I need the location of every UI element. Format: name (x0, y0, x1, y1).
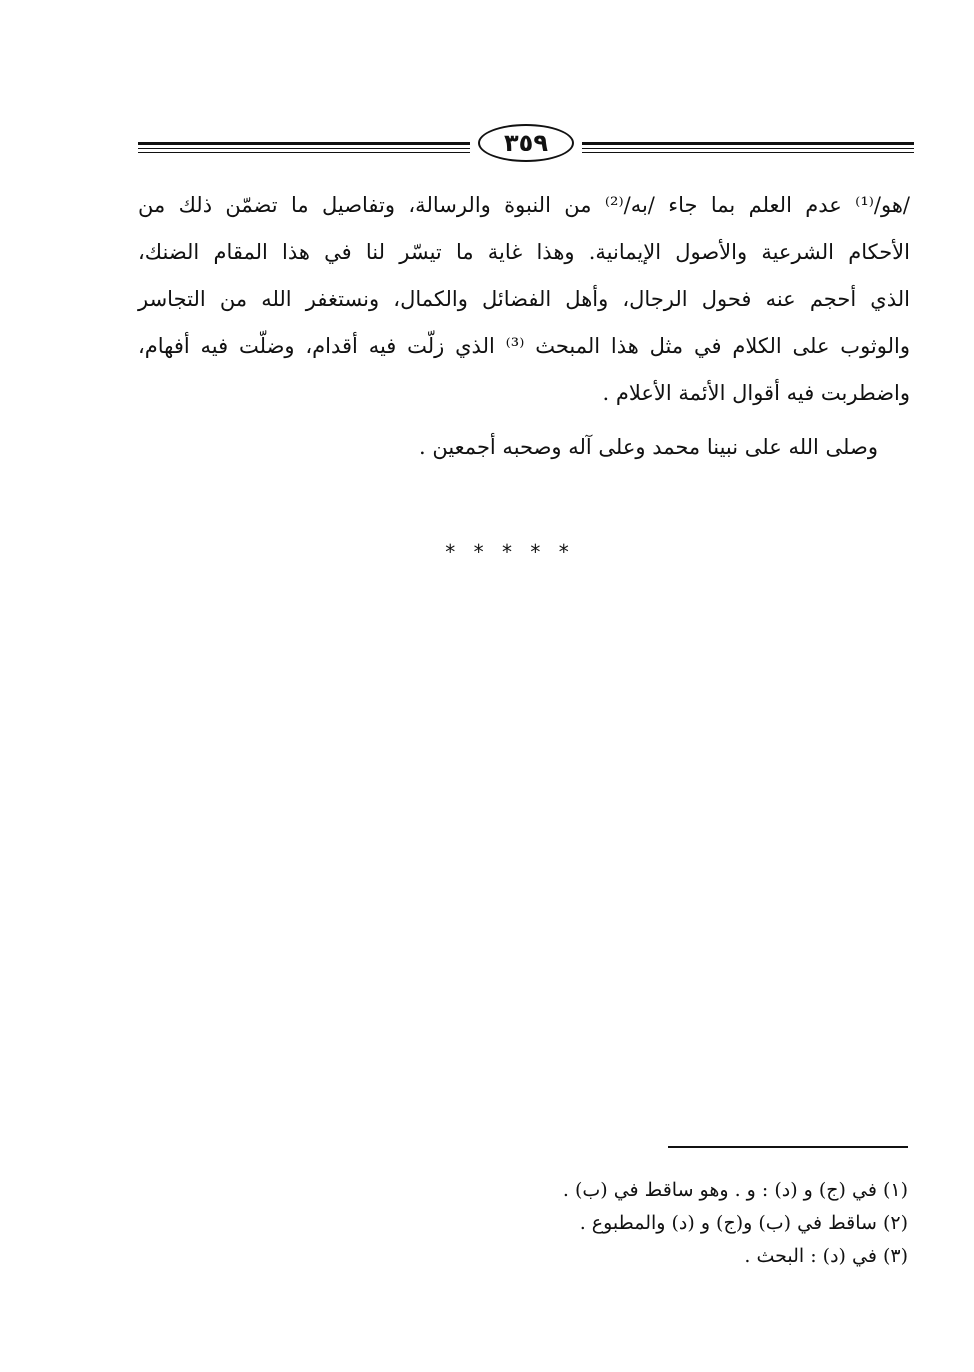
header-rule-left (138, 142, 470, 156)
footnote-2: (٢) ساقط في (ب) و(ج) و (د) والمطبوع . (579, 1212, 908, 1234)
paragraph-line: الأحكام الشرعية والأصول الإيمانية. وهذا غاية ما تيسّر لنا في هذا المقام الضنك، (138, 240, 910, 264)
footnotes (488, 1174, 908, 1273)
paragraph-line: /هو/⁽¹⁾ عدم العلم بما جاء /به/⁽²⁾ من النبوة والرسالة، وتفاصيل ما تضمّن ذلك من (138, 193, 910, 217)
paragraph-line: والوثوب على الكلام في مثل هذا المبحث ⁽³⁾ الذي زلّت فيه أقدام، وضلّت فيه أفهام، (138, 334, 910, 358)
paragraph-line: واضطربت فيه أقوال الأئمة الأعلام . (602, 381, 910, 405)
footnote-1: (١) في (ج) و (د) : و . وهو ساقط في (ب) . (562, 1179, 908, 1201)
main-paragraph (138, 182, 910, 417)
page-number: ٣٥٩ (504, 129, 548, 157)
header-rule-right (582, 142, 914, 156)
closing-prayer: وصلى الله على نبينا محمد وعلى آله وصحبه أجمعين . (419, 435, 878, 459)
footnote-3: (٣) في (د) : البحث . (744, 1245, 908, 1267)
paragraph-line: الذي أحجم عنه فحول الرجال، وأهل الفضائل والكمال، ونستغفر الله من التجاسر (138, 287, 910, 311)
footnote-divider (668, 1146, 908, 1148)
page-number-badge (478, 124, 574, 162)
section-separator: * * * * * (445, 540, 575, 564)
page-header (138, 118, 914, 164)
